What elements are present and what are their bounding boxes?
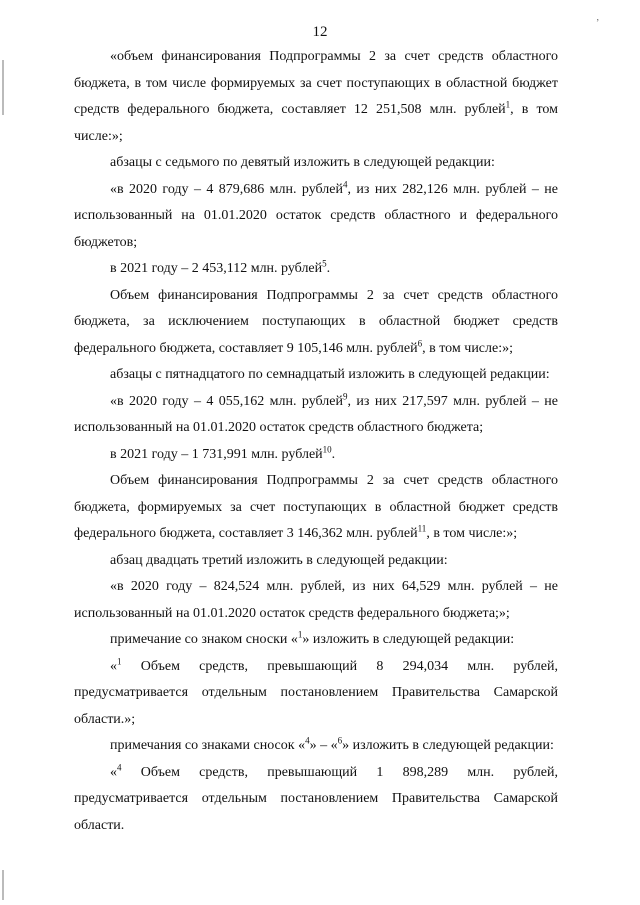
footnote-ref: 4 bbox=[343, 178, 348, 189]
footnote-ref: 4 bbox=[305, 735, 310, 746]
footnote-ref: 6 bbox=[337, 735, 343, 746]
paragraph-2020-amount: «в 2020 году – 4 055,162 млн. рублей$^9$, из них 217,597 млн. рублей – не использованный на 01.01.2020 остаток средств областного бюджета; bbox=[74, 390, 558, 435]
paragraph-federal-funding: Объем финансирования Подпрограммы 2 за счет средств областного бюджета, формируемых за счет поступающих в областной бюджет средств федерального бюджета, составляет 3 146,362 млн. рублей$^{11}$, в том числе:»; bbox=[74, 473, 558, 541]
scan-edge-mark-top bbox=[2, 60, 4, 115]
paragraph-footnote-note: «$^1$ Объем средств, превышающий 8 294,034 млн. рублей, предусматривается отдельным постановлением Правительства Самарской области.»; bbox=[74, 655, 558, 727]
footnote-ref: 6 bbox=[417, 337, 423, 348]
paragraph-2020-amount: «в 2020 году – 824,524 млн. рублей, из них 64,529 млн. рублей – не использованный на 01.01.2020 остаток средств федерального бюджета;»; bbox=[74, 579, 558, 621]
paragraph-2021-amount: в 2021 году – 2 453,112 млн. рублей$^5$. bbox=[110, 258, 331, 276]
paragraph-instruction: абзац двадцать третий изложить в следующей редакции: bbox=[110, 552, 448, 568]
footnote-ref: 5 bbox=[322, 258, 327, 269]
scan-corner-mark: ’ bbox=[596, 18, 600, 29]
footnote-ref: 4 bbox=[117, 761, 122, 772]
paragraph-instruction: абзацы с седьмого по девятый изложить в следующей редакции: bbox=[110, 155, 495, 170]
paragraph-instruction: абзацы с пятнадцатого по семнадцатый изложить в следующей редакции: bbox=[110, 367, 550, 382]
document-body bbox=[74, 44, 558, 839]
paragraph-regional-funding: Объем финансирования Подпрограммы 2 за счет средств областного бюджета, за исключением поступающих в областной бюджет средств федерального бюджета, составляет 9 105,146 млн. рублей$^6$, в том числе:»; bbox=[74, 287, 558, 356]
paragraph-instruction: примечание со знаком сноски «$^1$» изложить в следующей редакции: bbox=[110, 629, 515, 647]
footnote-ref: 10 bbox=[322, 443, 332, 454]
paragraph-2020-amount: «в 2020 году – 4 879,686 млн. рублей$^4$, из них 282,126 млн. рублей – не использованный на 01.01.2020 остаток средств областного и федерального бюджетов; bbox=[74, 178, 558, 250]
paragraph-2021-amount: в 2021 году – 1 731,991 млн. рублей$^{10}$. bbox=[110, 443, 336, 462]
page-number: 12 bbox=[312, 24, 328, 40]
footnote-ref: 1 bbox=[505, 99, 511, 110]
footnote-ref: 1 bbox=[117, 655, 122, 666]
footnote-ref: 11 bbox=[417, 523, 427, 534]
footnote-ref: 9 bbox=[343, 390, 348, 401]
paragraph-instruction: примечания со знаками сносок «$^4$» – «$^6$» изложить в следующей редакции: bbox=[110, 735, 554, 753]
scan-edge-mark-bottom bbox=[2, 870, 4, 900]
footnote-ref: 1 bbox=[297, 629, 303, 640]
paragraph-funding-total: «объем финансирования Подпрограммы 2 за счет средств областного бюджета, в том числе формируемых за счет поступающих в областной бюджет средств федерального бюджета, составляет 12 251,508 млн. рублей$^1$, в том числе:»; bbox=[74, 49, 558, 144]
paragraph-footnote-note: «$^4$ Объем средств, превышающий 1 898,289 млн. рублей, предусматривается отдельным постановлением Правительства Самарской области. bbox=[74, 761, 558, 833]
